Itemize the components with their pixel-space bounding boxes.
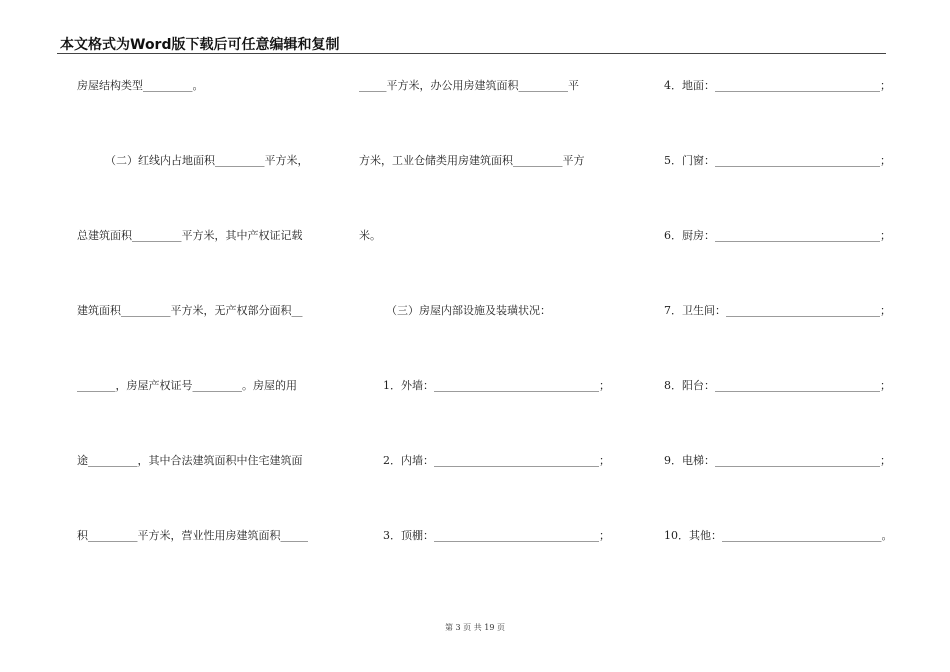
col2-line-2: 方米，工业仓储类用房建筑面积_________平方 — [359, 154, 585, 167]
col3-line-2: 5．门窗：______________________________； — [664, 154, 891, 167]
document-header-title: 本文格式为Word版下载后可任意编辑和复制 — [60, 37, 340, 53]
col1-line-5: _______，房屋产权证号_________。房屋的用 — [77, 379, 297, 392]
col3-line-6: 9．电梯：______________________________； — [664, 454, 891, 467]
page-number-footer: 第 3 页 共 19 页 — [445, 623, 505, 632]
col1-line-6: 途_________，其中合法建筑面积中住宅建筑面 — [77, 454, 303, 467]
col2-line-3: 米。 — [359, 229, 381, 242]
col2-line-6: 2．内墙：______________________________； — [383, 454, 610, 467]
header-divider — [57, 53, 886, 54]
col3-line-3: 6．厨房：______________________________； — [664, 229, 891, 242]
col3-line-5: 8．阳台：______________________________； — [664, 379, 891, 392]
col3-line-1: 4．地面：______________________________； — [664, 79, 891, 92]
col1-line-2: （二）红线内占地面积_________平方米， — [105, 154, 309, 167]
col1-line-3: 总建筑面积_________平方米，其中产权证记载 — [77, 229, 303, 242]
col1-line-1: 房屋结构类型_________。 — [77, 79, 204, 92]
col1-line-7: 积_________平方米，营业性用房建筑面积_____ — [77, 529, 308, 542]
col2-line-7: 3．顶棚：______________________________； — [383, 529, 610, 542]
col3-line-7: 10．其他：_____________________________。 — [664, 529, 893, 542]
col3-line-4: 7．卫生间：____________________________； — [664, 304, 891, 317]
col2-line-4: （三）房屋内部设施及装璜状况： — [386, 304, 551, 317]
col1-line-4: 建筑面积_________平方米，无产权部分面积__ — [77, 304, 303, 317]
col2-line-1: _____平方米，办公用房建筑面积_________平 — [359, 79, 579, 92]
col2-line-5: 1．外墙：______________________________； — [383, 379, 610, 392]
